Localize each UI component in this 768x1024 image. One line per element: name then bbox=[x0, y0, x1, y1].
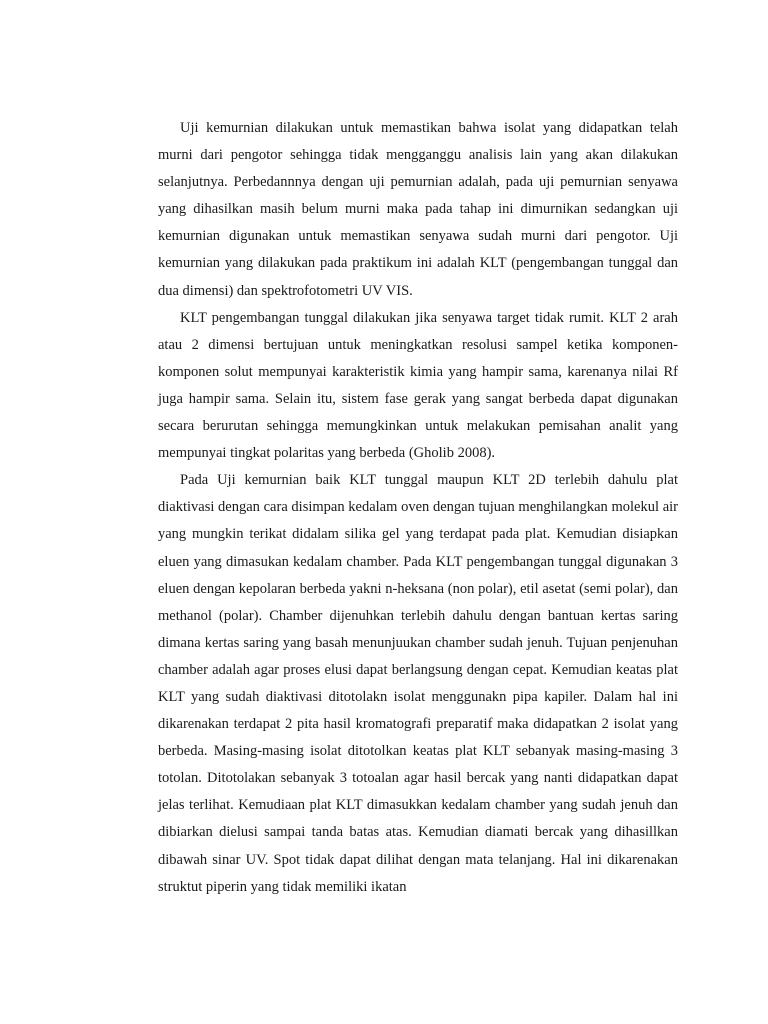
paragraph-1: Uji kemurnian dilakukan untuk memastikan bahwa isolat yang didapatkan telah murni dari pengotor sehingga tidak mengganggu analisis lain yang akan dilakukan selanjutnya. Perbedannnya dengan uji pemurnian adalah, pada uji pemurnian senyawa yang dihasilkan masih belum murni maka pada tahap ini dimurnikan sedangkan uji kemurnian digunakan untuk memastikan senyawa sudah murni dari pengotor. Uji kemurnian yang dilakukan pada praktikum ini adalah KLT (pengembangan tunggal dan dua dimensi) dan spektrofotometri UV VIS. bbox=[158, 120, 678, 299]
paragraph-3: Pada Uji kemurnian baik KLT tunggal maupun KLT 2D terlebih dahulu plat diaktivasi dengan cara disimpan kedalam oven dengan tujuan menghilangkan molekul air yang mungkin terikat didalam silika gel yang terdapat pada plat. Kemudian disiapkan eluen yang dimasukan kedalam chamber. Pada KLT pengembangan tunggal digunakan 3 eluen dengan kepolaran berbeda yakni n-heksana (non polar), etil asetat (semi polar), dan methanol (polar). Chamber dijenuhkan terlebih dahulu dengan bantuan kertas saring dimana kertas saring yang basah menunjuukan chamber sudah jenuh. Tujuan penjenuhan chamber adalah agar proses elusi dapat berlangsung dengan cepat. Kemudian keatas plat KLT yang sudah diaktivasi ditotolakn isolat menggunakn pipa kapiler. Dalam hal ini dikarenakan terdapat 2 pita hasil kromatografi preparatif maka didapatkan 2 isolat yang berbeda. Masing-masing isolat ditotolkan keatas plat KLT sebanyak masing-masing 3 totolan. Ditotolakan sebanyak 3 totoalan agar hasil bercak yang nanti didapatkan dapat jelas terlihat. Kemudiaan plat KLT dimasukkan kedalam chamber yang sudah jenuh dan dibiarkan dielusi sampai tanda batas atas. Kemudian diamati bercak yang dihasillkan dibawah sinar UV. Spot tidak dapat dilihat dengan mata telanjang. Hal ini dikarenakan struktut piperin yang tidak memiliki ikatan bbox=[158, 472, 678, 895]
paragraph-2: KLT pengembangan tunggal dilakukan jika senyawa target tidak rumit. KLT 2 arah atau 2 dimensi bertujuan untuk meningkatkan resolusi sampel ketika komponen-komponen solut mempunyai karakteristik kimia yang hampir sama, karenanya nilai Rf juga hampir sama. Selain itu, sistem fase gerak yang sangat berbeda dapat digunakan secara berurutan sehingga memungkinkan untuk melakukan pemisahan analit yang mempunyai tingkat polaritas yang berbeda (Gholib 2008). bbox=[158, 309, 678, 462]
document-body bbox=[158, 115, 678, 901]
